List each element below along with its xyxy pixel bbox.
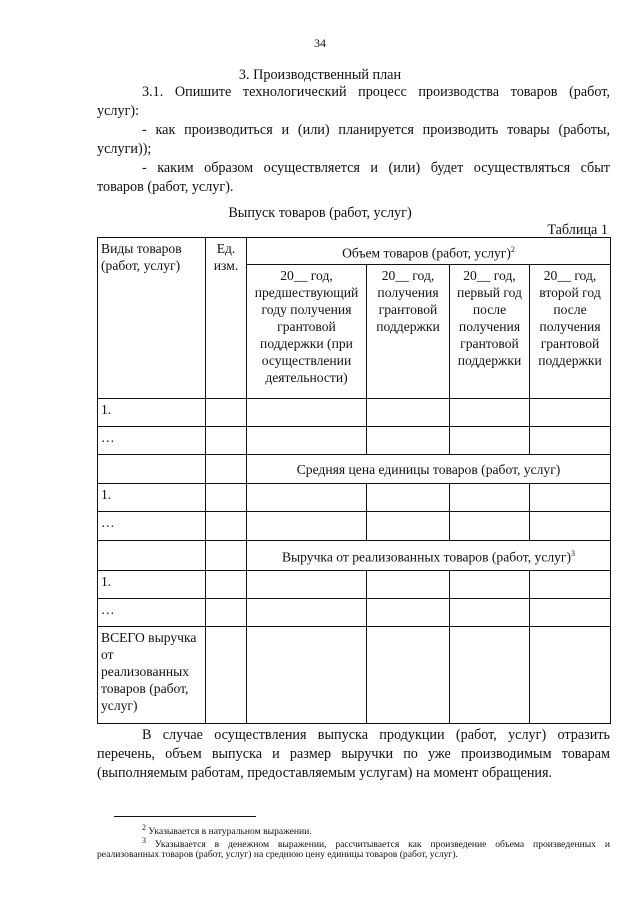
volume-footnote-mark: 2 — [510, 244, 515, 254]
header-unit: Ед. изм. — [206, 238, 247, 399]
price-row-1 — [98, 484, 611, 512]
revenue-footnote-mark: 3 — [571, 549, 576, 559]
volume-row-1 — [98, 399, 611, 427]
row-label: 1. — [98, 484, 206, 512]
year-col-3: 20__ год, первый год после получения грантовой поддержки — [450, 265, 530, 399]
section-heading: 3. Производственный план — [238, 67, 402, 83]
year-col-1: 20__ год, предшествующий году получения грантовой поддержки (при осуществлении деятельности) — [247, 265, 367, 399]
page-number: 34 — [314, 36, 326, 50]
production-table — [97, 237, 611, 724]
bullet2-line2: товаров (работ, услуг). — [97, 179, 234, 195]
table-caption: Выпуск товаров (работ, услуг) — [228, 205, 412, 221]
bullet2-line1: - каким образом осуществляется и (или) будет осуществляться сбыт — [142, 160, 610, 176]
footnote-2-text: Указывается в натуральном выражении. — [146, 826, 312, 838]
footnote-3-line2: реализованных товаров (работ, услуг) на среднюю цену единицы товаров (работ, услуг). — [97, 849, 458, 860]
footnote-separator — [114, 816, 256, 817]
total-label: ВСЕГО выручка от реализованных товаров (работ, услуг) — [98, 627, 206, 724]
volume-label: Объем товаров (работ, услуг) — [342, 245, 511, 261]
year-col-4: 20__ год, второй год после получения грантовой поддержки — [530, 265, 611, 399]
after-text-line2: перечень, объем выпуска и размер выручки по уже производимым товарам — [97, 746, 610, 762]
row-label: 1. — [98, 571, 206, 599]
row-label: … — [98, 512, 206, 541]
bullet1-line1: - как производиться и (или) планируется производить товары (работы, — [142, 122, 610, 138]
header-volume — [247, 238, 611, 265]
revenue-row-more — [98, 599, 611, 627]
bullet1-line2: услуги)); — [97, 141, 152, 157]
header-types: Виды товаров (работ, услуг) — [98, 238, 206, 399]
table-header-row — [98, 238, 611, 265]
footnote-3-mark: 3 — [142, 836, 146, 845]
item-3-1-line1: 3.1. Опишите технологический процесс производства товаров (работ, — [142, 84, 610, 100]
year-col-2: 20__ год, получения грантовой поддержки — [367, 265, 450, 399]
footnote-2-mark: 2 — [142, 823, 146, 832]
revenue-header — [247, 541, 611, 571]
avg-price-row — [98, 455, 611, 484]
total-row — [98, 627, 611, 724]
price-row-more — [98, 512, 611, 541]
after-text-line1: В случае осуществления выпуска продукции (работ, услуг) отразить — [142, 727, 610, 743]
item-3-1-line2: услуг): — [97, 103, 140, 119]
row-label: … — [98, 427, 206, 455]
row-label: 1. — [98, 399, 206, 427]
revenue-row-1 — [98, 571, 611, 599]
after-text-line3: (выполняемым работам, предоставляемым услугам) на момент обращения. — [97, 765, 553, 781]
table-number: Таблица 1 — [547, 222, 608, 238]
row-label: … — [98, 599, 206, 627]
revenue-header-row — [98, 541, 611, 571]
avg-price-header: Средняя цена единицы товаров (работ, услуг) — [247, 455, 611, 484]
revenue-label: Выручка от реализованных товаров (работ, услуг) — [281, 549, 572, 565]
volume-row-more — [98, 427, 611, 455]
footnote-3-line1: Указывается в денежном выражении, рассчитывается как произведение объема произведенных и — [146, 839, 610, 851]
